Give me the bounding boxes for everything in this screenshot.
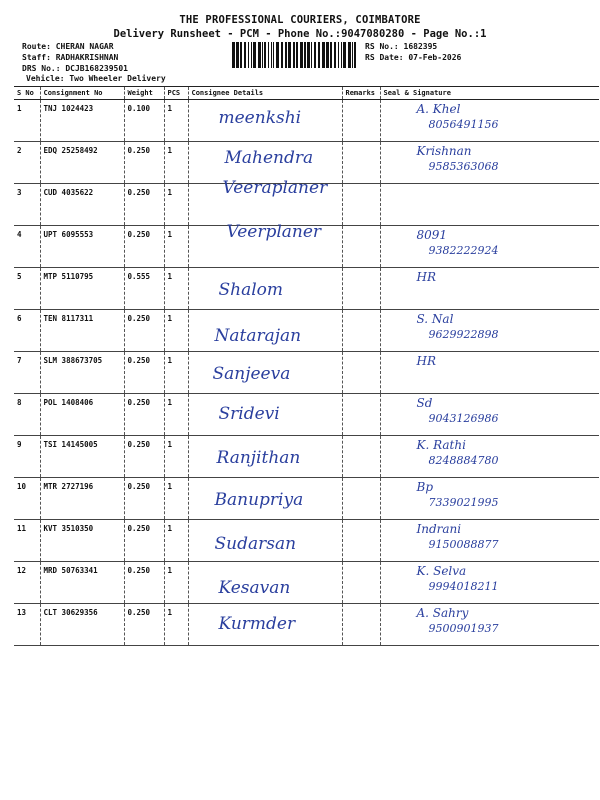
phone-handwriting: 9585363068	[428, 160, 499, 173]
row-consignee-cell	[188, 352, 342, 394]
col-remarks: Remarks	[342, 87, 380, 100]
barcode-bar	[307, 42, 310, 68]
row-remarks	[342, 394, 380, 436]
col-weight: Weight	[124, 87, 164, 100]
consignee-handwriting: Veeraplaner	[222, 178, 328, 198]
signature-handwriting: K. Rathi	[416, 438, 466, 452]
runsheet-subtitle: Delivery Runsheet - PCM - Phone No.:9047080280 - Page No.:1	[113, 28, 487, 40]
row-weight: 0.250	[124, 226, 164, 268]
row-pcs: 1	[164, 604, 188, 646]
consignee-handwriting: Sanjeeva	[212, 364, 291, 384]
barcode-bar	[311, 42, 312, 68]
table-row	[14, 226, 599, 268]
table-row	[14, 520, 599, 562]
row-weight: 0.250	[124, 184, 164, 226]
barcode-bar	[322, 42, 325, 68]
row-consignee-cell	[188, 520, 342, 562]
row-signature-cell	[380, 142, 599, 184]
row-consignment: TSI 14145005	[40, 436, 124, 478]
row-pcs: 1	[164, 352, 188, 394]
row-pcs: 1	[164, 226, 188, 268]
row-consignee-cell	[188, 394, 342, 436]
signature-handwriting: Bp	[416, 480, 433, 494]
row-consignee-cell	[188, 178, 342, 226]
phone-handwriting: 8056491156	[428, 118, 499, 131]
barcode-bar	[341, 42, 342, 68]
row-remarks	[342, 268, 380, 310]
signature-handwriting: Krishnan	[416, 144, 472, 158]
barcode-bar	[288, 42, 291, 68]
barcode-bar	[293, 42, 295, 68]
row-pcs: 1	[164, 436, 188, 478]
signature-handwriting: A. Khel	[416, 102, 461, 116]
staff-label: Staff: RADHAKRISHNAN	[22, 53, 119, 62]
row-signature-cell	[380, 100, 599, 142]
barcode-bar	[262, 42, 263, 68]
row-signature-cell	[380, 436, 599, 478]
table-header-row	[14, 87, 599, 100]
row-sno: 1	[14, 100, 40, 142]
row-sno: 6	[14, 310, 40, 352]
table-row	[14, 268, 599, 310]
barcode-bar	[271, 42, 272, 68]
row-signature-cell	[380, 394, 599, 436]
row-pcs: 1	[164, 520, 188, 562]
row-consignee-cell	[188, 222, 342, 268]
row-weight: 0.250	[124, 142, 164, 184]
row-sno: 13	[14, 604, 40, 646]
barcode-bar	[300, 42, 303, 68]
table-row	[14, 436, 599, 478]
row-weight: 0.250	[124, 352, 164, 394]
table-row	[14, 310, 599, 352]
meta-right	[365, 41, 461, 63]
row-sno: 9	[14, 436, 40, 478]
signature-handwriting: Sd	[416, 396, 433, 410]
barcode-bar	[232, 42, 235, 68]
row-signature-cell	[380, 478, 599, 520]
barcode-bar	[343, 42, 346, 68]
row-remarks	[342, 310, 380, 352]
row-consignment: MTR 2727196	[40, 478, 124, 520]
barcode-bar	[281, 42, 283, 68]
row-pcs: 1	[164, 394, 188, 436]
row-sno: 12	[14, 562, 40, 604]
barcode-bar	[334, 42, 336, 68]
consignee-handwriting: meenkshi	[218, 108, 302, 128]
row-pcs: 1	[164, 184, 188, 226]
row-sno: 11	[14, 520, 40, 562]
barcode-image	[232, 42, 360, 68]
row-consignee-cell	[188, 478, 342, 520]
row-consignment: CUD 4035622	[40, 184, 124, 226]
col-signature: Seal & Signature	[380, 87, 599, 100]
barcode-bar	[264, 42, 266, 68]
row-weight: 0.250	[124, 604, 164, 646]
row-remarks	[342, 352, 380, 394]
route-label: Route: CHERAN NAGAR	[22, 42, 114, 51]
col-consignee: Consignee Details	[188, 87, 342, 100]
phone-handwriting: 9629922898	[428, 328, 499, 341]
row-sno: 5	[14, 268, 40, 310]
barcode-bar	[296, 42, 298, 68]
rs-date: RS Date: 07-Feb-2026	[365, 53, 462, 62]
row-remarks	[342, 478, 380, 520]
phone-handwriting: 7339021995	[428, 496, 499, 509]
consignee-handwriting: Mahendra	[224, 148, 314, 168]
rs-number: RS No.: 1682395	[365, 42, 438, 51]
barcode-bar	[248, 42, 249, 68]
phone-handwriting: 9382222924	[428, 244, 499, 257]
signature-handwriting: A. Sahry	[416, 606, 469, 620]
table-row	[14, 352, 599, 394]
row-remarks	[342, 142, 380, 184]
consignee-handwriting: Kurmder	[218, 614, 296, 634]
consignee-handwriting: Ranjithan	[216, 448, 301, 468]
barcode-bar	[326, 42, 329, 68]
row-consignment: TNJ 1024423	[40, 100, 124, 142]
row-signature-cell	[380, 604, 599, 646]
row-signature-cell	[380, 562, 599, 604]
signature-handwriting: HR	[416, 270, 436, 284]
row-consignment: MTP 5110795	[40, 268, 124, 310]
delivery-table	[14, 86, 599, 646]
meta-left	[22, 41, 128, 74]
barcode-bar	[354, 42, 356, 68]
row-signature-cell	[380, 520, 599, 562]
table-row	[14, 604, 599, 646]
row-signature-cell	[380, 268, 599, 310]
barcode-bar	[253, 42, 256, 68]
barcode-bar	[244, 42, 246, 68]
row-consignee-cell	[188, 100, 342, 142]
row-remarks	[342, 100, 380, 142]
company-title: THE PROFESSIONAL COURIERS, COIMBATORE	[179, 14, 421, 26]
table-row	[14, 394, 599, 436]
row-remarks	[342, 184, 380, 226]
phone-handwriting: 9150088877	[428, 538, 499, 551]
row-sno: 2	[14, 142, 40, 184]
drs-number: DRS No.: DCJB168239501	[22, 64, 128, 73]
row-weight: 0.250	[124, 478, 164, 520]
row-consignee-cell	[188, 310, 342, 352]
row-consignment: TEN 8117311	[40, 310, 124, 352]
barcode-bar	[338, 42, 339, 68]
row-pcs: 1	[164, 478, 188, 520]
barcode-bar	[258, 42, 261, 68]
row-weight: 0.250	[124, 394, 164, 436]
barcode-bar	[314, 42, 316, 68]
row-consignment: SLM 388673705	[40, 352, 124, 394]
row-consignment: EDQ 25258492	[40, 142, 124, 184]
row-signature-cell	[380, 226, 599, 268]
row-pcs: 1	[164, 268, 188, 310]
phone-handwriting: 9994018211	[428, 580, 499, 593]
table-row	[14, 100, 599, 142]
row-remarks	[342, 436, 380, 478]
barcode-bar	[352, 42, 353, 68]
barcode-bar	[236, 42, 239, 68]
signature-handwriting: S. Nal	[416, 312, 454, 326]
row-consignee-cell	[188, 268, 342, 310]
phone-handwriting: 9500901937	[428, 622, 499, 635]
consignee-handwriting: Veerplaner	[226, 222, 322, 242]
barcode-bar	[251, 42, 252, 68]
row-consignment: POL 1408406	[40, 394, 124, 436]
row-weight: 0.555	[124, 268, 164, 310]
row-weight: 0.250	[124, 310, 164, 352]
barcode-bar	[285, 42, 287, 68]
phone-handwriting: 8248884780	[428, 454, 499, 467]
col-consignment: Consignment No	[40, 87, 124, 100]
consignee-handwriting: Natarajan	[214, 326, 302, 346]
barcode-bar	[273, 42, 274, 68]
row-weight: 0.250	[124, 520, 164, 562]
row-consignee-cell	[188, 604, 342, 646]
barcode-bar	[330, 42, 332, 68]
consignee-handwriting: Sudarsan	[214, 534, 297, 554]
row-consignment: KVT 3510350	[40, 520, 124, 562]
row-signature-cell	[380, 310, 599, 352]
row-signature-cell	[380, 184, 599, 226]
table-row	[14, 184, 599, 226]
row-pcs: 1	[164, 310, 188, 352]
barcode-bar	[348, 42, 351, 68]
table-row	[14, 562, 599, 604]
row-sno: 10	[14, 478, 40, 520]
row-weight: 0.250	[124, 562, 164, 604]
row-consignment: MRD 50763341	[40, 562, 124, 604]
barcode-bar	[318, 42, 320, 68]
barcode-bar	[276, 42, 279, 68]
col-pcs: PCS	[164, 87, 188, 100]
row-consignment: CLT 30629356	[40, 604, 124, 646]
row-sno: 7	[14, 352, 40, 394]
table-row	[14, 478, 599, 520]
row-remarks	[342, 604, 380, 646]
signature-handwriting: K. Selva	[416, 564, 467, 578]
row-sno: 3	[14, 184, 40, 226]
row-sno: 8	[14, 394, 40, 436]
signature-handwriting: Indrani	[416, 522, 462, 536]
signature-handwriting: HR	[416, 354, 436, 368]
vehicle-label: Vehicle: Two Wheeler Delivery	[26, 74, 166, 83]
consignee-handwriting: Sridevi	[218, 404, 280, 424]
barcode-bar	[304, 42, 306, 68]
consignee-handwriting: Shalom	[218, 280, 284, 300]
row-pcs: 1	[164, 562, 188, 604]
consignee-handwriting: Kesavan	[218, 578, 291, 598]
barcode-bar	[268, 42, 269, 68]
consignee-handwriting: Banupriya	[214, 490, 304, 510]
signature-handwriting: 8091	[416, 228, 448, 242]
row-remarks	[342, 520, 380, 562]
row-pcs: 1	[164, 142, 188, 184]
row-remarks	[342, 562, 380, 604]
row-consignee-cell	[188, 436, 342, 478]
barcode-bar	[240, 42, 242, 68]
row-pcs: 1	[164, 100, 188, 142]
row-sno: 4	[14, 226, 40, 268]
row-consignee-cell	[188, 562, 342, 604]
row-weight: 0.250	[124, 436, 164, 478]
row-signature-cell	[380, 352, 599, 394]
row-consignment: UPT 6095553	[40, 226, 124, 268]
col-sno: S No	[14, 87, 40, 100]
row-weight: 0.100	[124, 100, 164, 142]
phone-handwriting: 9043126986	[428, 412, 499, 425]
row-remarks	[342, 226, 380, 268]
